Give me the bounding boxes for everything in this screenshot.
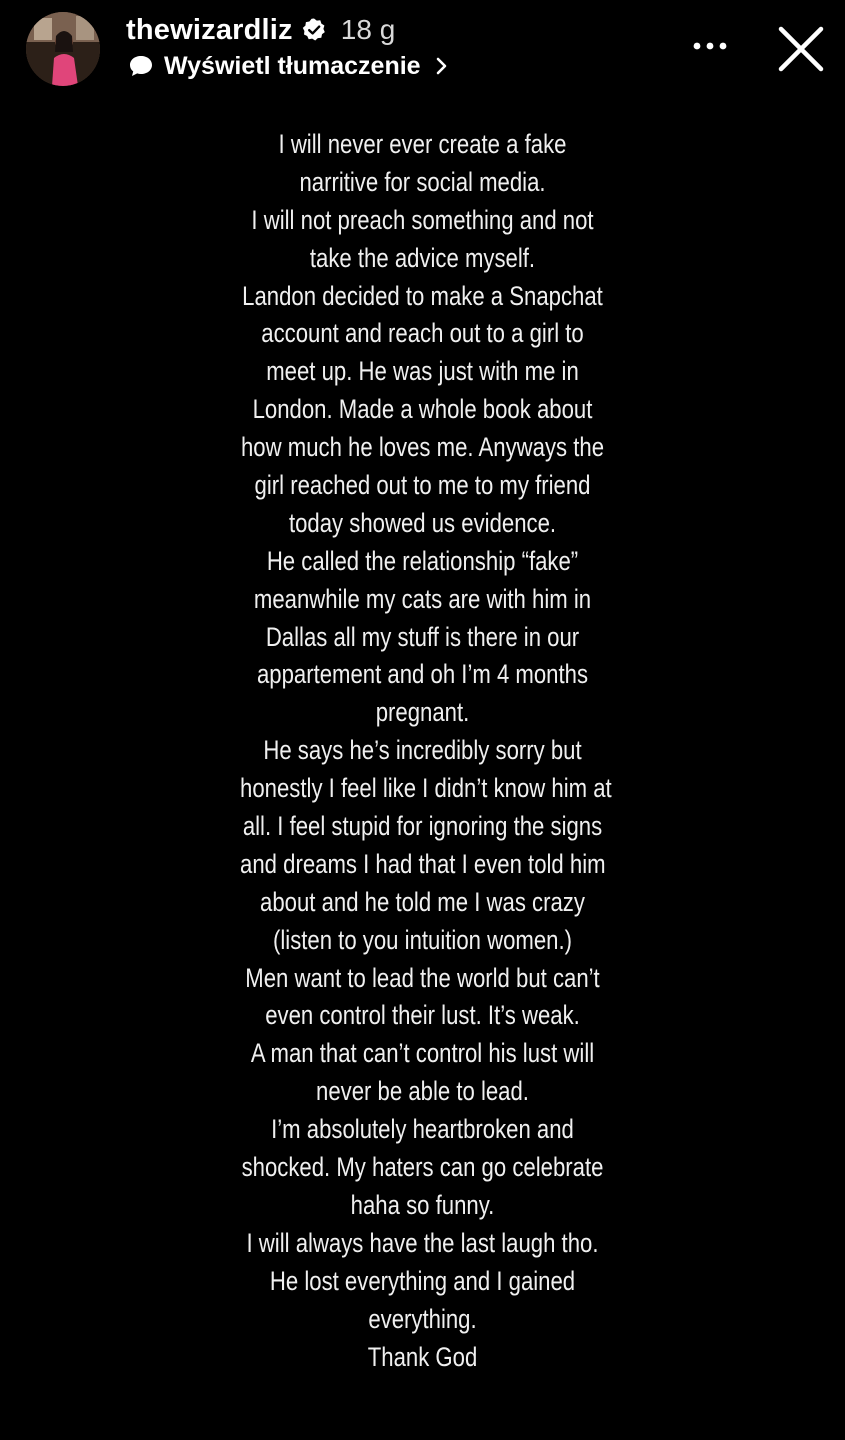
story-text-line: A man that can’t control his lust will [250, 1038, 595, 1069]
story-text-line: Men want to lead the world but can’t [245, 962, 600, 993]
avatar-image [26, 12, 100, 86]
story-text-line: Dallas all my stuff is there in our [265, 621, 580, 652]
story-text-line: about and he told me I was crazy [260, 886, 585, 917]
story-text-line: appartement and oh I’m 4 months [256, 659, 589, 690]
story-text-line: (listen to you intuition women.) [272, 924, 573, 955]
story-text-line: He says he’s incredibly sorry but [263, 735, 582, 766]
close-icon [776, 24, 826, 74]
story-text-line: take the advice myself. [309, 242, 536, 273]
story-text-line: everything. [368, 1303, 477, 1334]
more-horizontal-icon [690, 40, 730, 52]
username[interactable]: thewizardliz [126, 13, 293, 46]
chevron-right-icon [433, 54, 451, 78]
story-text-line: meanwhile my cats are with him in [253, 583, 592, 614]
story-text-line: Thank God [367, 1341, 478, 1372]
story-text-line: pregnant. [375, 697, 470, 728]
verified-badge-icon [301, 17, 327, 43]
avatar[interactable] [26, 12, 100, 86]
speech-bubble-icon [128, 54, 154, 78]
story-text-line: account and reach out to a girl to [261, 318, 584, 349]
story-text-line: never be able to lead. [316, 1076, 529, 1107]
story-text-line: narritive for social media. [299, 166, 546, 197]
story-text-line: meet up. He was just with me in [266, 356, 579, 387]
story-text-line: and dreams I had that I even told him [240, 848, 606, 879]
story-text-line: how much he loves me. Anyways the [240, 432, 605, 463]
story-text-line: even control their lust. It’s weak. [265, 1000, 580, 1031]
story-text-line: all. I feel stupid for ignoring the signs [242, 811, 603, 842]
story-text-line: shocked. My haters can go celebrate [241, 1152, 604, 1183]
story-text-line: today showed us evidence. [288, 507, 557, 538]
story-text-line: girl reached out to me to my friend [254, 470, 591, 501]
username-row [126, 10, 395, 50]
story-header [0, 0, 845, 100]
story-text-line: honestly I feel like I didn’t know him at [240, 773, 612, 804]
story-text-line: I will not preach something and not [251, 204, 594, 235]
story-text-line: He called the relationship “fake” [266, 545, 579, 576]
story-text-line: He lost everything and I gained [269, 1265, 576, 1296]
story-text-line: I will never ever create a fake [278, 129, 567, 159]
story-text-line: I will always have the last laugh tho. [246, 1227, 599, 1258]
story-text-line: haha so funny. [350, 1189, 495, 1220]
story-text-line: London. Made a whole book about [252, 394, 593, 425]
more-options-button[interactable] [686, 26, 734, 66]
translate-link[interactable] [128, 48, 451, 84]
story-text-line: I’m absolutely heartbroken and [271, 1114, 574, 1145]
post-time: 18 g [340, 14, 396, 45]
story-text-line: Landon decided to make a Snapchat [242, 280, 603, 311]
translate-label: Wyświetl tłumaczenie [164, 51, 421, 80]
close-button[interactable] [770, 18, 832, 80]
story-text [200, 126, 645, 1376]
